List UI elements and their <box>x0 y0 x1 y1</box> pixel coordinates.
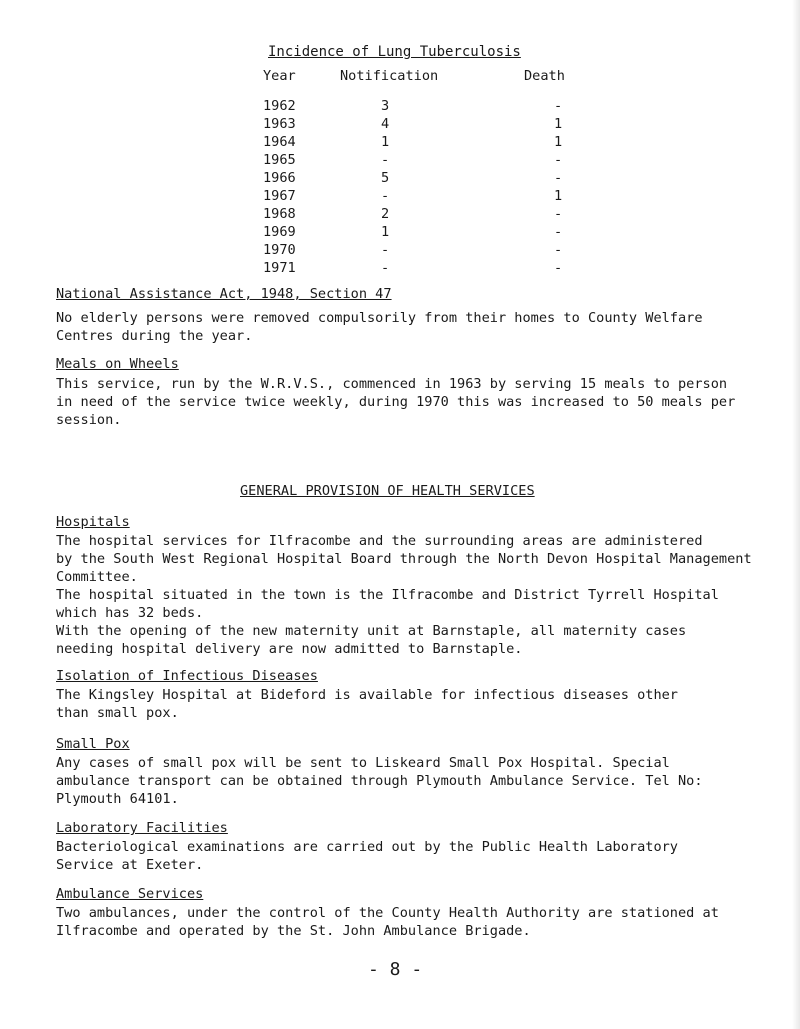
cell-notification: 2 <box>381 206 390 222</box>
paragraph-line: Service at Exeter. <box>56 857 204 873</box>
section-heading-laboratory: Laboratory Facilities <box>56 820 228 836</box>
paragraph-line: needing hospital delivery are now admitted to Barnstaple. <box>56 641 523 657</box>
paragraph-line: Centres during the year. <box>56 328 253 344</box>
header-year: Year <box>263 68 296 84</box>
cell-year: 1966 <box>263 170 296 186</box>
cell-year: 1964 <box>263 134 296 150</box>
table-row <box>0 133 800 151</box>
section-heading-meals: Meals on Wheels <box>56 356 179 372</box>
cell-year: 1970 <box>263 242 296 258</box>
page-number: - 8 - <box>368 959 423 980</box>
cell-notification: - <box>381 260 390 276</box>
cell-year: 1962 <box>263 98 296 114</box>
paragraph-line: The hospital situated in the town is the Ilfracombe and District Tyrrell Hospital <box>56 587 719 603</box>
cell-notification: 4 <box>381 116 390 132</box>
table-row <box>0 205 800 223</box>
paragraph-line: in need of the service twice weekly, during 1970 this was increased to 50 meals per <box>56 394 736 410</box>
paragraph-line: Ilfracombe and operated by the St. John Ambulance Brigade. <box>56 923 531 939</box>
table-row <box>0 151 800 169</box>
cell-year: 1965 <box>263 152 296 168</box>
table-row <box>0 97 800 115</box>
section-heading-national-assistance: National Assistance Act, 1948, Section 47 <box>56 286 392 302</box>
cell-year: 1963 <box>263 116 296 132</box>
cell-notification: 5 <box>381 170 390 186</box>
table-row <box>0 187 800 205</box>
cell-notification: 3 <box>381 98 390 114</box>
paragraph-line: Any cases of small pox will be sent to Liskeard Small Pox Hospital. Special <box>56 755 670 771</box>
table-row <box>0 169 800 187</box>
paragraph-line: Bacteriological examinations are carried out by the Public Health Laboratory <box>56 839 678 855</box>
paragraph-line: by the South West Regional Hospital Board through the North Devon Hospital Management <box>56 551 752 567</box>
section-heading-general-provision: GENERAL PROVISION OF HEALTH SERVICES <box>240 483 535 499</box>
cell-notification: - <box>381 152 390 168</box>
cell-death: - <box>554 152 563 168</box>
table-row <box>0 115 800 133</box>
paragraph-line: ambulance transport can be obtained through Plymouth Ambulance Service. Tel No: <box>56 773 703 789</box>
paragraph-line: No elderly persons were removed compulsorily from their homes to County Welfare <box>56 310 703 326</box>
cell-death: - <box>554 206 563 222</box>
cell-notification: 1 <box>381 134 390 150</box>
paragraph-line: With the opening of the new maternity unit at Barnstaple, all maternity cases <box>56 623 687 639</box>
paragraph-line: Plymouth 64101. <box>56 791 179 807</box>
cell-death: - <box>554 224 563 240</box>
cell-death: - <box>554 98 563 114</box>
table-row <box>0 259 800 277</box>
paragraph-line: Committee. <box>56 569 138 585</box>
cell-year: 1967 <box>263 188 296 204</box>
cell-year: 1968 <box>263 206 296 222</box>
paragraph-line: The hospital services for Ilfracombe and the surrounding areas are administered <box>56 533 703 549</box>
cell-death: - <box>554 170 563 186</box>
paragraph-line: which has 32 beds. <box>56 605 204 621</box>
header-death: Death <box>524 68 565 84</box>
table-title: Incidence of Lung Tuberculosis <box>268 44 521 60</box>
cell-notification: 1 <box>381 224 390 240</box>
paragraph-line: This service, run by the W.R.V.S., commenced in 1963 by serving 15 meals to person <box>56 376 728 392</box>
paragraph-line: session. <box>56 412 122 428</box>
table-row <box>0 223 800 241</box>
header-notification: Notification <box>340 68 439 84</box>
cell-death: - <box>554 242 563 258</box>
cell-death: 1 <box>554 134 563 150</box>
section-heading-hospitals: Hospitals <box>56 514 130 530</box>
cell-death: 1 <box>554 188 563 204</box>
cell-notification: - <box>381 242 390 258</box>
cell-death: 1 <box>554 116 563 132</box>
paragraph-line: Two ambulances, under the control of the County Health Authority are stationed at <box>56 905 719 921</box>
section-heading-ambulance: Ambulance Services <box>56 886 204 902</box>
paragraph-line: The Kingsley Hospital at Bideford is available for infectious diseases other <box>56 687 678 703</box>
cell-notification: - <box>381 188 390 204</box>
section-heading-small-pox: Small Pox <box>56 736 130 752</box>
cell-death: - <box>554 260 563 276</box>
paragraph-line: than small pox. <box>56 705 179 721</box>
cell-year: 1971 <box>263 260 296 276</box>
cell-year: 1969 <box>263 224 296 240</box>
section-heading-isolation: Isolation of Infectious Diseases <box>56 668 318 684</box>
page-edge-shadow <box>792 0 800 1029</box>
table-row <box>0 241 800 259</box>
